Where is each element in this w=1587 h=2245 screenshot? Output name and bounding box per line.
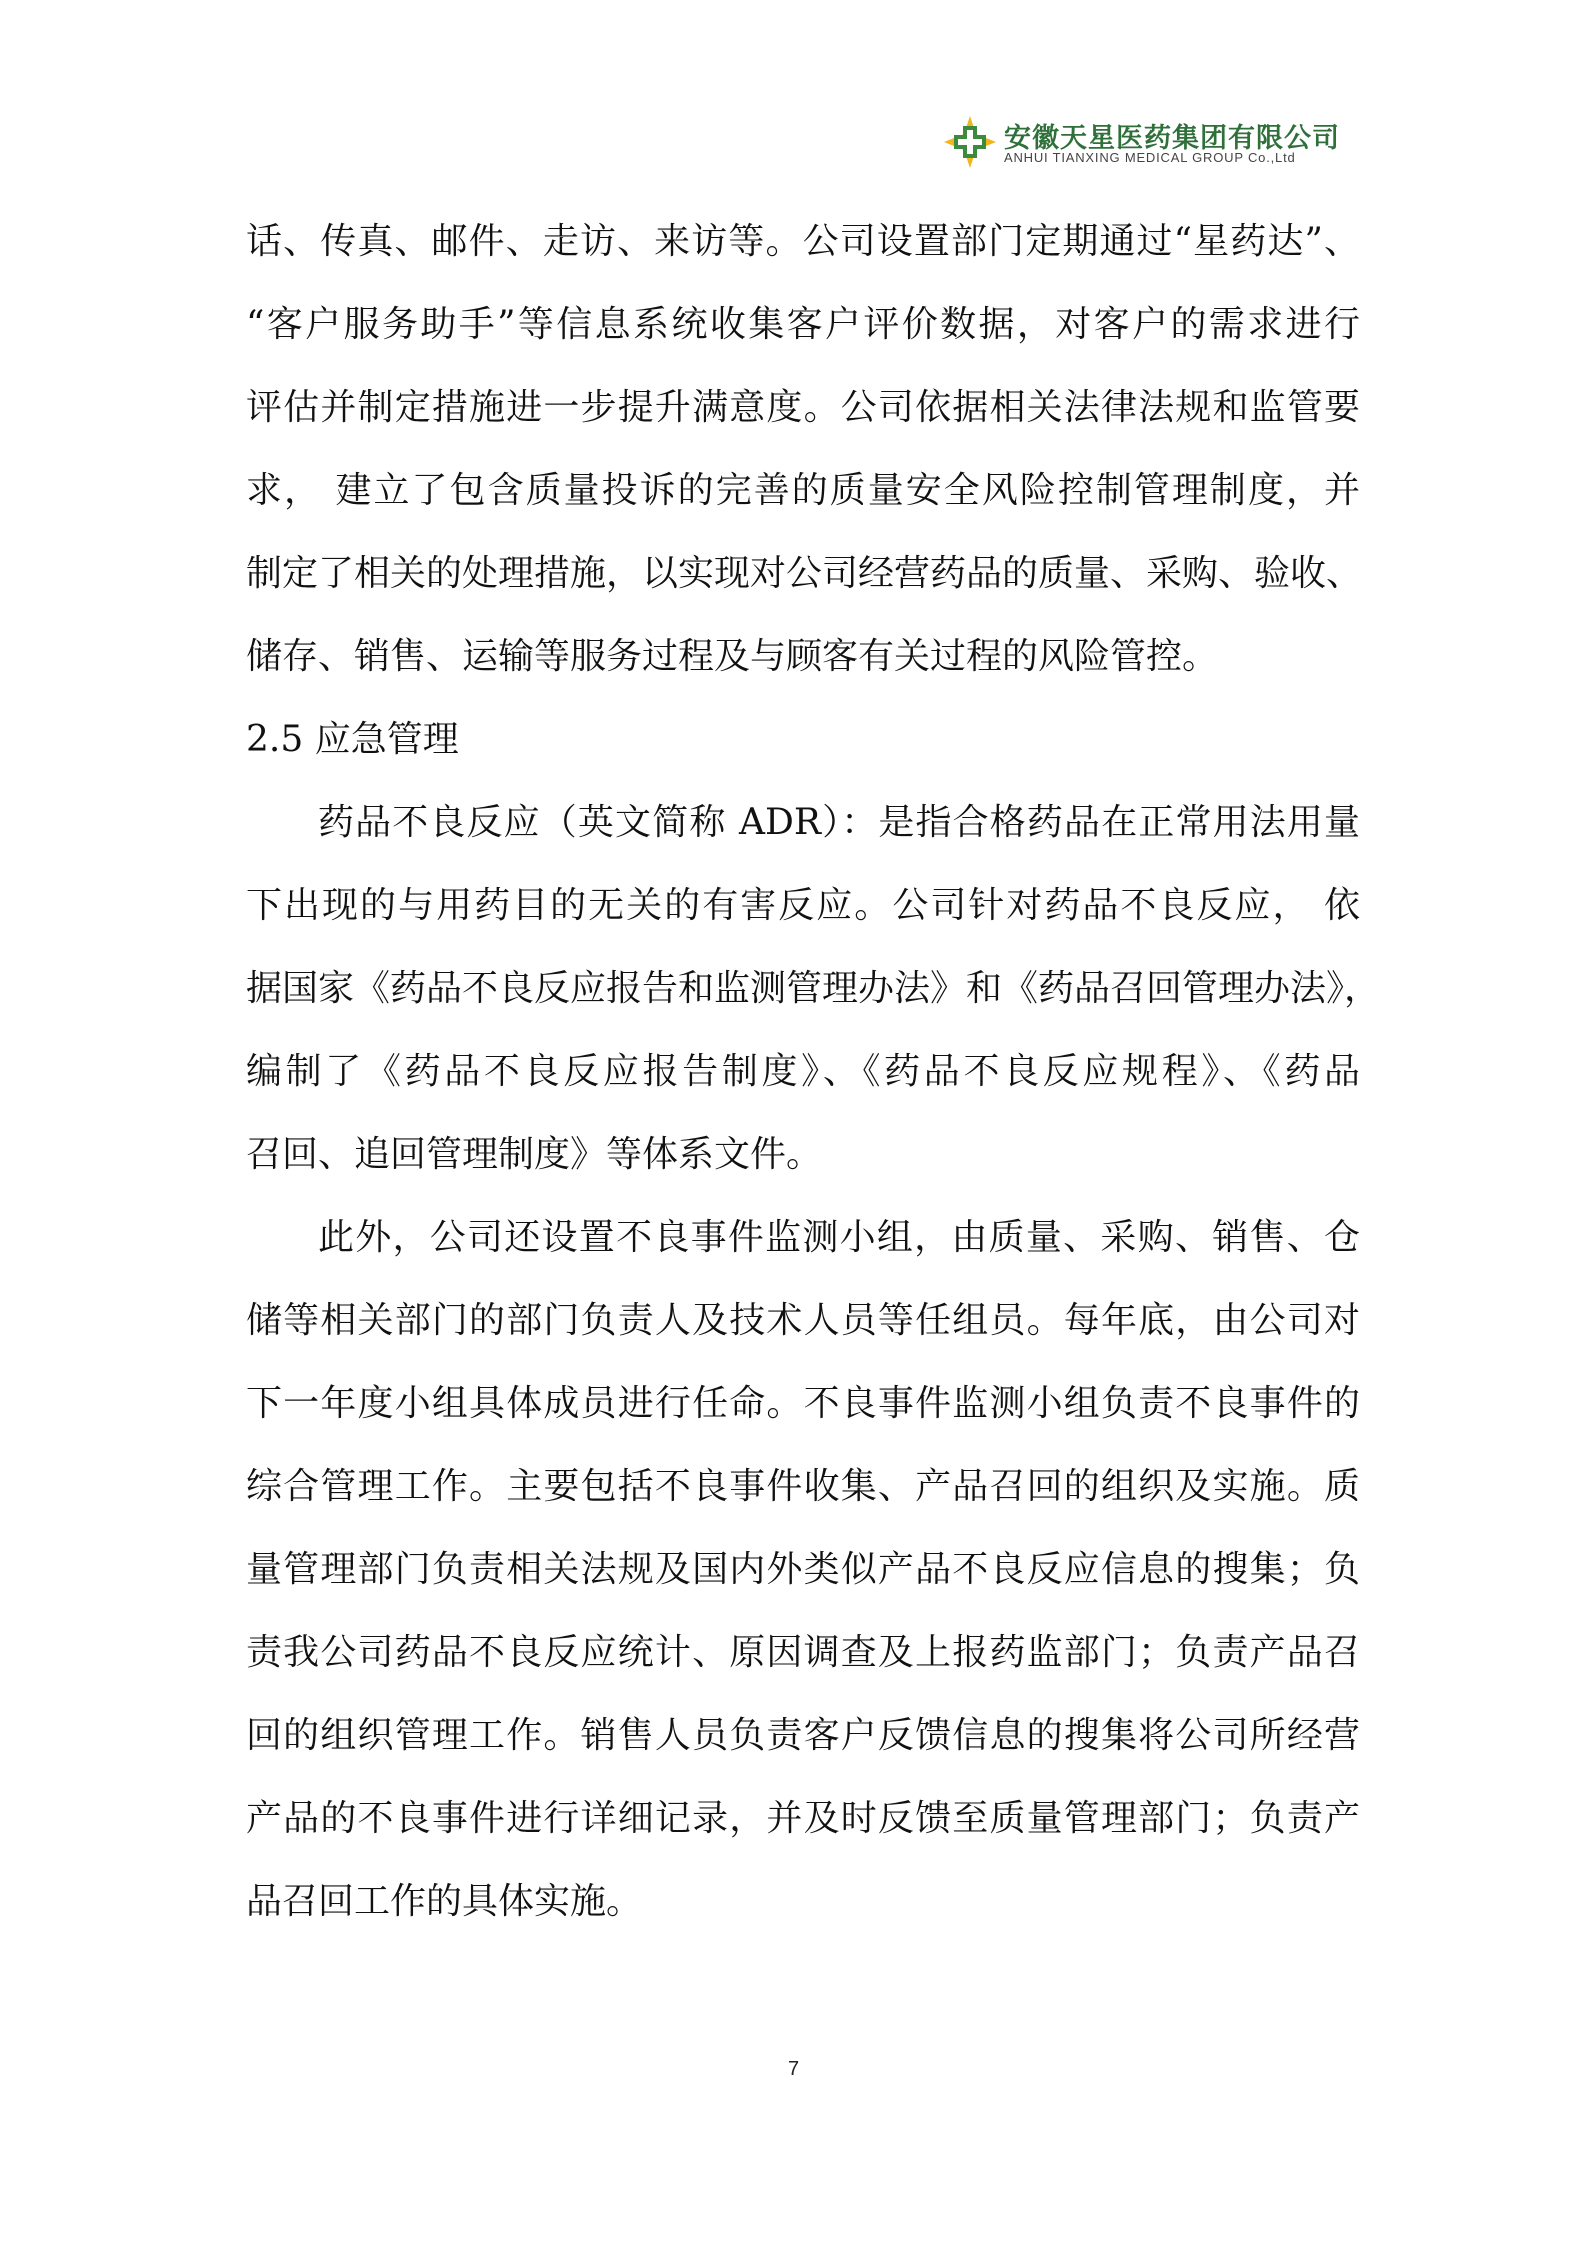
body-line: 综合管理工作。主要包括不良事件收集、产品召回的组织及实施。质 [246,1466,1360,1507]
body-line: 储存、销售、运输等服务过程及与顾客有关过程的风险管控。 [246,636,1219,677]
body-line: 责我公司药品不良反应统计、原因调查及上报药监部门；负责产品召 [246,1632,1360,1673]
body-line: 据国家《药品不良反应报告和监测管理办法》和《药品召回管理办法》， [246,968,1381,1009]
body-line: 求， 建立了包含质量投诉的完善的质量安全风险控制管理制度，并 [246,470,1360,511]
body-line: “客户服务助手”等信息系统收集客户评价数据，对客户的需求进行 [246,304,1360,345]
body-line: 下一年度小组具体成员进行任命。不良事件监测小组负责不良事件的 [246,1383,1360,1424]
body-line: 此外，公司还设置不良事件监测小组，由质量、采购、销售、仓 [318,1217,1360,1258]
body-line: 下出现的与用药目的无关的有害反应。公司针对药品不良反应， 依 [246,885,1360,926]
body-line: 评估并制定措施进一步提升满意度。公司依据相关法律法规和监管要 [246,387,1360,428]
page-header [940,112,1360,172]
body-line: 编制了《药品不良反应报告制度》、《药品不良反应规程》、《药品 [246,1051,1360,1092]
section-heading: 2.5 应急管理 [246,719,459,760]
body-line: 话、传真、邮件、走访、来访等。公司设置部门定期通过“星药达”、 [246,221,1360,262]
body-line: 回的组织管理工作。销售人员负责客户反馈信息的搜集将公司所经营 [246,1715,1360,1756]
company-logo-icon [940,112,1000,172]
body-line: 储等相关部门的部门负责人及技术人员等任组员。每年底，由公司对 [246,1300,1360,1341]
body-line: 产品的不良事件进行详细记录，并及时反馈至质量管理部门；负责产 [246,1798,1360,1839]
body-line: 量管理部门负责相关法规及国内外类似产品不良反应信息的搜集；负 [246,1549,1360,1590]
body-line: 制定了相关的处理措施，以实现对公司经营药品的质量、采购、验收、 [246,553,1363,594]
page-number: 7 [787,2058,800,2080]
body-line: 召回、追回管理制度》等体系文件。 [246,1134,823,1175]
company-name-cn: 安徽天星医药集团有限公司 [1004,123,1340,154]
body-line: 品召回工作的具体实施。 [246,1881,643,1922]
body-line: 药品不良反应（英文简称 ADR）：是指合格药品在正常用法用量 [318,802,1360,843]
company-name-en: ANHUI TIANXING MEDICAL GROUP Co.,Ltd [1004,150,1296,165]
document-body [246,200,1381,1943]
